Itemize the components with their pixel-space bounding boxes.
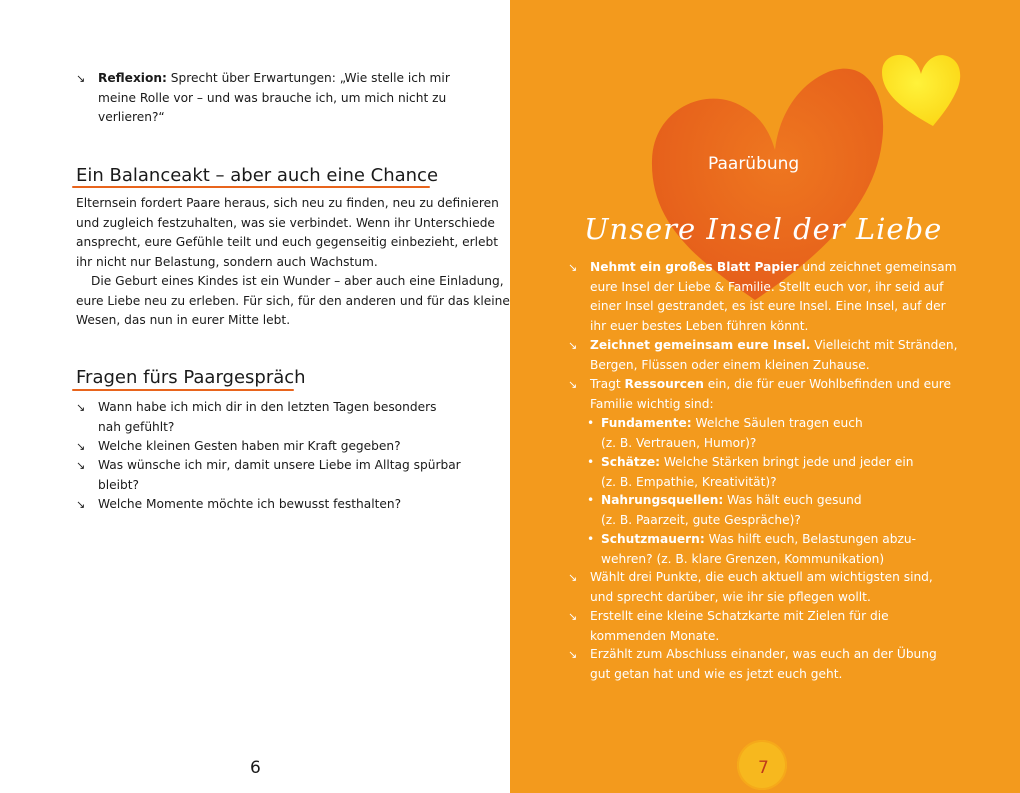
question-item [76,495,478,515]
paragraph-line: Wesen, das nun in eurer Mitte lebt. [76,313,291,327]
page-number-right: 7 [758,758,769,778]
paragraph-line: und zugleich festzuhalten, was sie verbindet. Wenn ihr Unterschiede [76,215,495,230]
step-text: Tragt [590,377,625,391]
resource-item [587,491,1001,530]
step-item [568,645,1000,684]
step-bold: Ressourcen [624,377,704,391]
exercise-kicker: Paarübung [708,154,800,174]
reflexion-text-2: meine Rolle vor – und was brauche ich, um mich nicht zu [98,90,447,105]
step-text: und zeichnet gemeinsam [798,260,957,274]
arrow-down-right-icon: ↘ [568,261,578,274]
step-text: Bergen, Flüssen oder einem kleinen Zuhause. [590,357,870,372]
question-text: Welche Momente möchte ich bewusst festhalten? [98,497,402,511]
step-text: einer Insel gestrandet, es ist eure Insel. Eine Insel, auf der [590,299,946,313]
step-bold: Nehmt ein großes Blatt Papier [590,260,799,274]
step-text: Familie wichtig sind: [590,396,714,411]
resource-text: Was hält euch gesund [723,493,862,507]
question-text: Welche kleinen Gesten haben mir Kraft gegeben? [98,439,401,453]
question-text: bleibt? [98,477,139,492]
resource-bold: Schutzmauern: [601,532,705,546]
step-text: Erstellt eine kleine Schatzkarte mit Zielen für die [590,609,889,623]
paragraph-elternsein [76,194,499,272]
step-text: Erzählt zum Abschluss einander, was euch an der Übung [590,647,937,661]
dot-icon: • [587,532,595,546]
arrow-down-right-icon: ↘ [568,571,578,584]
arrow-down-right-icon: ↘ [76,440,86,453]
resource-item [587,414,1001,453]
resource-item [587,530,1001,569]
arrow-down-right-icon: ↘ [76,401,86,414]
step-item [568,607,1000,646]
reflexion-text-1: Sprecht über Erwartungen: „Wie stelle ich mir [170,71,450,85]
reflexion-label: Reflexion: [98,71,167,85]
right-page [510,0,1020,793]
arrow-down-right-icon: ↘ [568,339,578,352]
paragraph-line: Die Geburt eines Kindes ist ein Wunder – aber auch eine Einladung, [91,274,504,288]
paragraph-line: ihr nicht nur Belastung, sondern auch Wachstum. [76,254,378,269]
arrow-down-right-icon: ↘ [76,498,86,511]
arrow-down-right-icon: ↘ [76,459,86,472]
heading-underline [72,389,294,391]
arrow-down-right-icon: ↘ [568,610,578,623]
step-text: Vielleicht mit Stränden, [810,338,958,352]
dot-icon: • [587,416,595,430]
resource-text: Welche Stärken bringt jede und jeder ein [659,455,914,469]
arrow-down-right-icon: ↘ [568,378,578,391]
section-heading-balanceakt: Ein Balanceakt – aber auch eine Chance [76,165,439,186]
step-text: gut getan hat und wie es jetzt euch geht. [590,666,843,681]
question-item [76,456,478,495]
heading-underline [72,186,430,188]
page-number-left: 6 [250,758,261,778]
paragraph-line: eure Liebe neu zu erleben. Für sich, für den anderen und für das kleine [76,293,510,308]
resource-text: Welche Säulen tragen euch [691,416,863,430]
question-item [76,398,478,437]
resource-text: (z. B. Paarzeit, gute Gespräche)? [601,512,801,527]
paragraph-line: Elternsein fordert Paare heraus, sich neu zu finden, neu zu definieren [76,196,499,210]
exercise-title: Unsere Insel der Liebe [584,212,943,246]
section-heading-fragen: Fragen fürs Paargespräch [76,367,306,388]
step-item [568,375,1000,414]
heart-icon [882,55,960,126]
resource-text: (z. B. Empathie, Kreativität)? [601,474,777,489]
reflexion-item [76,69,478,128]
resource-bold: Schätze: [601,455,660,469]
step-item [568,568,1000,607]
step-text: und sprecht darüber, wie ihr sie pflegen wollt. [590,589,871,604]
arrow-down-right-icon: ↘ [76,72,86,85]
step-text: eure Insel der Liebe & Familie. Stellt euch vor, ihr seid auf [590,279,944,294]
reflexion-text-3: verlieren?“ [98,110,165,124]
dot-icon: • [587,493,595,507]
step-item [568,336,1000,375]
question-text: Was wünsche ich mir, damit unsere Liebe im Alltag spürbar [98,458,461,472]
paragraph-line: ansprecht, eure Gefühle teilt und euch gegenseitig einbezieht, erlebt [76,235,499,249]
step-text: Wählt drei Punkte, die euch aktuell am wichtigsten sind, [590,570,933,584]
question-text: Wann habe ich mich dir in den letzten Tagen besonders [98,400,437,414]
step-text: ein, die für euer Wohlbefinden und eure [703,377,952,391]
step-text: kommenden Monate. [590,628,720,643]
dot-icon: • [587,455,595,469]
resource-bold: Fundamente: [601,416,692,430]
question-item [76,437,478,457]
resource-text: Was hilft euch, Belastungen abzu- [704,532,917,546]
resource-bold: Nahrungsquellen: [601,493,724,507]
resource-text: wehren? (z. B. klare Grenzen, Kommunikation) [601,551,885,566]
arrow-down-right-icon: ↘ [568,648,578,661]
resource-item [587,453,1001,492]
paragraph-geburt [76,272,510,331]
question-text: nah gefühlt? [98,419,175,434]
resource-text: (z. B. Vertrauen, Humor)? [601,435,757,450]
step-text: ihr euer bestes Leben führen könnt. [590,318,809,333]
step-bold: Zeichnet gemeinsam eure Insel. [590,338,811,352]
step-item [568,258,1000,336]
